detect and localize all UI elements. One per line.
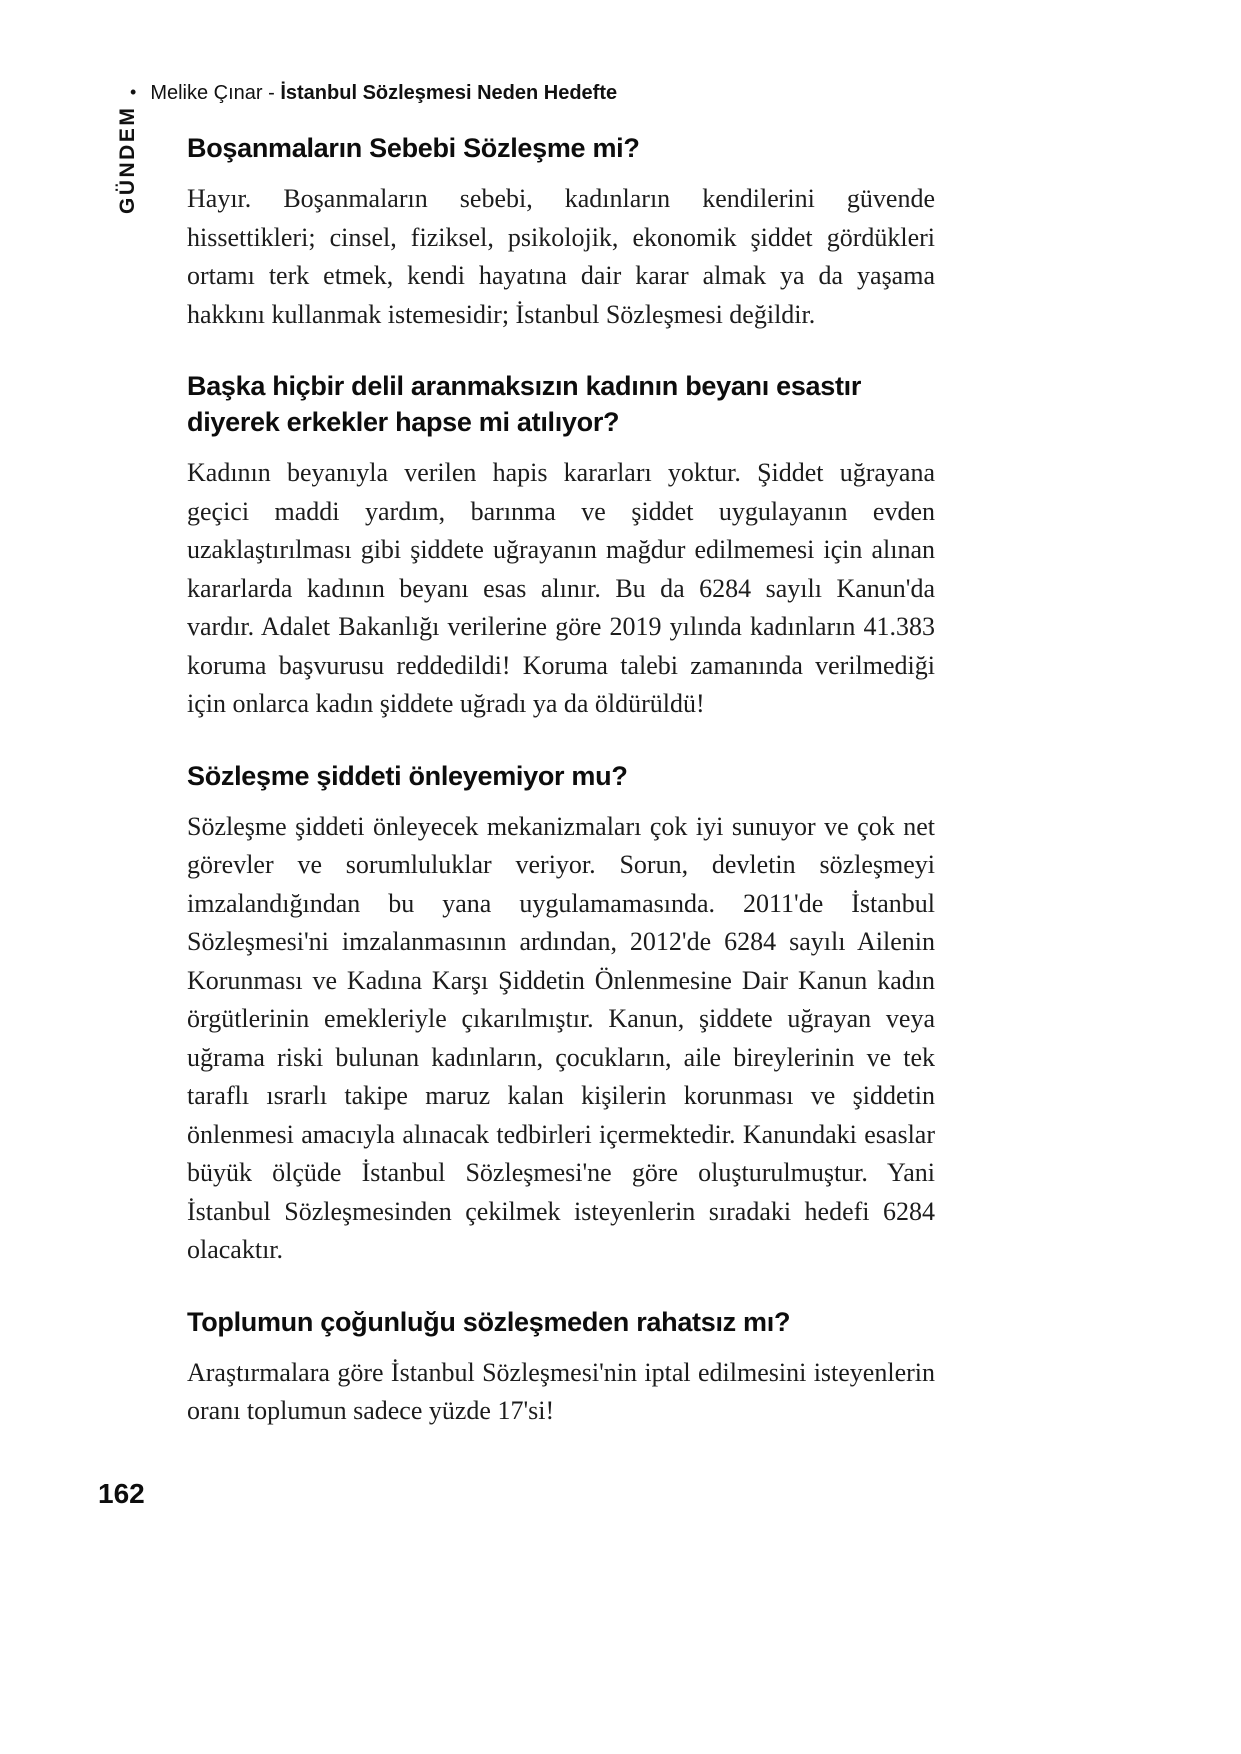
header-book-title: İstanbul Sözleşmesi Neden Hedefte (280, 82, 618, 104)
header-bullet-icon: • (130, 82, 137, 102)
qa-body-2: Kadının beyanıyla verilen hapis kararları yoktur. Şiddet uğrayana geçici maddi yardım, barınma ve şiddet uygulayanın evden uzaklaştırılması gibi şiddete uğrayanın mağdur edilmemesi için alınan kararlarda kadının beyanı esas alınır. Bu da 6284 sayılı Kanun'da vardır. Adalet Bakanlığı verilerine göre 2019 yılında kadınların 41.383 koruma başvurusu reddedildi! Koruma talebi zamanında verilmediği için onlarca kadın şiddete uğradı ya da öldürüldü! (187, 458, 935, 718)
page-number: 162 (98, 1478, 145, 1509)
qa-heading-4: Toplumun çoğunluğu sözleşmeden rahatsız mı? (187, 1306, 791, 1337)
qa-heading-1: Boşanmaların Sebebi Sözleşme mi? (187, 133, 640, 163)
qa-heading-3: Sözleşme şiddeti önleyemiyor mu? (187, 760, 628, 791)
qa-section-1 (187, 130, 935, 334)
running-header (130, 82, 617, 105)
qa-body-1: Hayır. Boşanmaların sebebi, kadınların kendilerini güvende hissettikleri; cinsel, fiziksel, psikolojik, ekonomik şiddet gördükleri ortamı terk etmek, kendi hayatına dair karar almak ya da yaşama hakkını kullanmak istemesidir; İstanbul Sözleşmesi değildir. (187, 184, 935, 329)
qa-body-4: Araştırmalara göre İstanbul Sözleşmesi'nin iptal edilmesini isteyenlerin oranı toplumun sadece yüzde 17'si! (187, 1357, 935, 1425)
qa-section-2 (187, 368, 935, 724)
content-column (187, 130, 935, 1431)
qa-body-3: Sözleşme şiddeti önleyecek mekanizmaları çok iyi sunuyor ve çok net görevler ve sorumluluklar veriyor. Sorun, devletin sözleşmeyi imzalandığından bu yana uygulamamasında. 2011'de İstanbul Sözleşmesi'ni imzalanmasının ardından, 2012'de 6284 sayılı Ailenin Korunması ve Kadına Karşı Şiddetin Önlenmesine Dair Kanun kadın örgütlerinin emekleriyle çıkarılmıştır. Kanun, şiddete uğrayan veya uğrama riski bulunan kadınların, çocukların, aile bireylerinin ve tek taraflı ısrarlı takipe maruz kalan kişilerin korunması ve şiddetin önlenmesi amacıyla alınacak tedbirleri içermektedir. Kanundaki esaslar büyük ölçüde İstanbul Sözleşmesi'ne göre oluşturulmuştur. Yani İstanbul Sözleşmesinden çekilmek isteyenlerin sıradaki hedefi 6284 olacaktır. (187, 811, 935, 1264)
header-author: Melike Çınar - (150, 82, 281, 104)
qa-section-4 (187, 1304, 935, 1431)
section-label-vertical: GÜNDEM (116, 105, 139, 214)
qa-section-3 (187, 758, 935, 1270)
qa-heading-2: Başka hiçbir delil aranmaksızın kadının beyanı esastır diyerek erkekler hapse mi atılıyor? (187, 371, 862, 437)
